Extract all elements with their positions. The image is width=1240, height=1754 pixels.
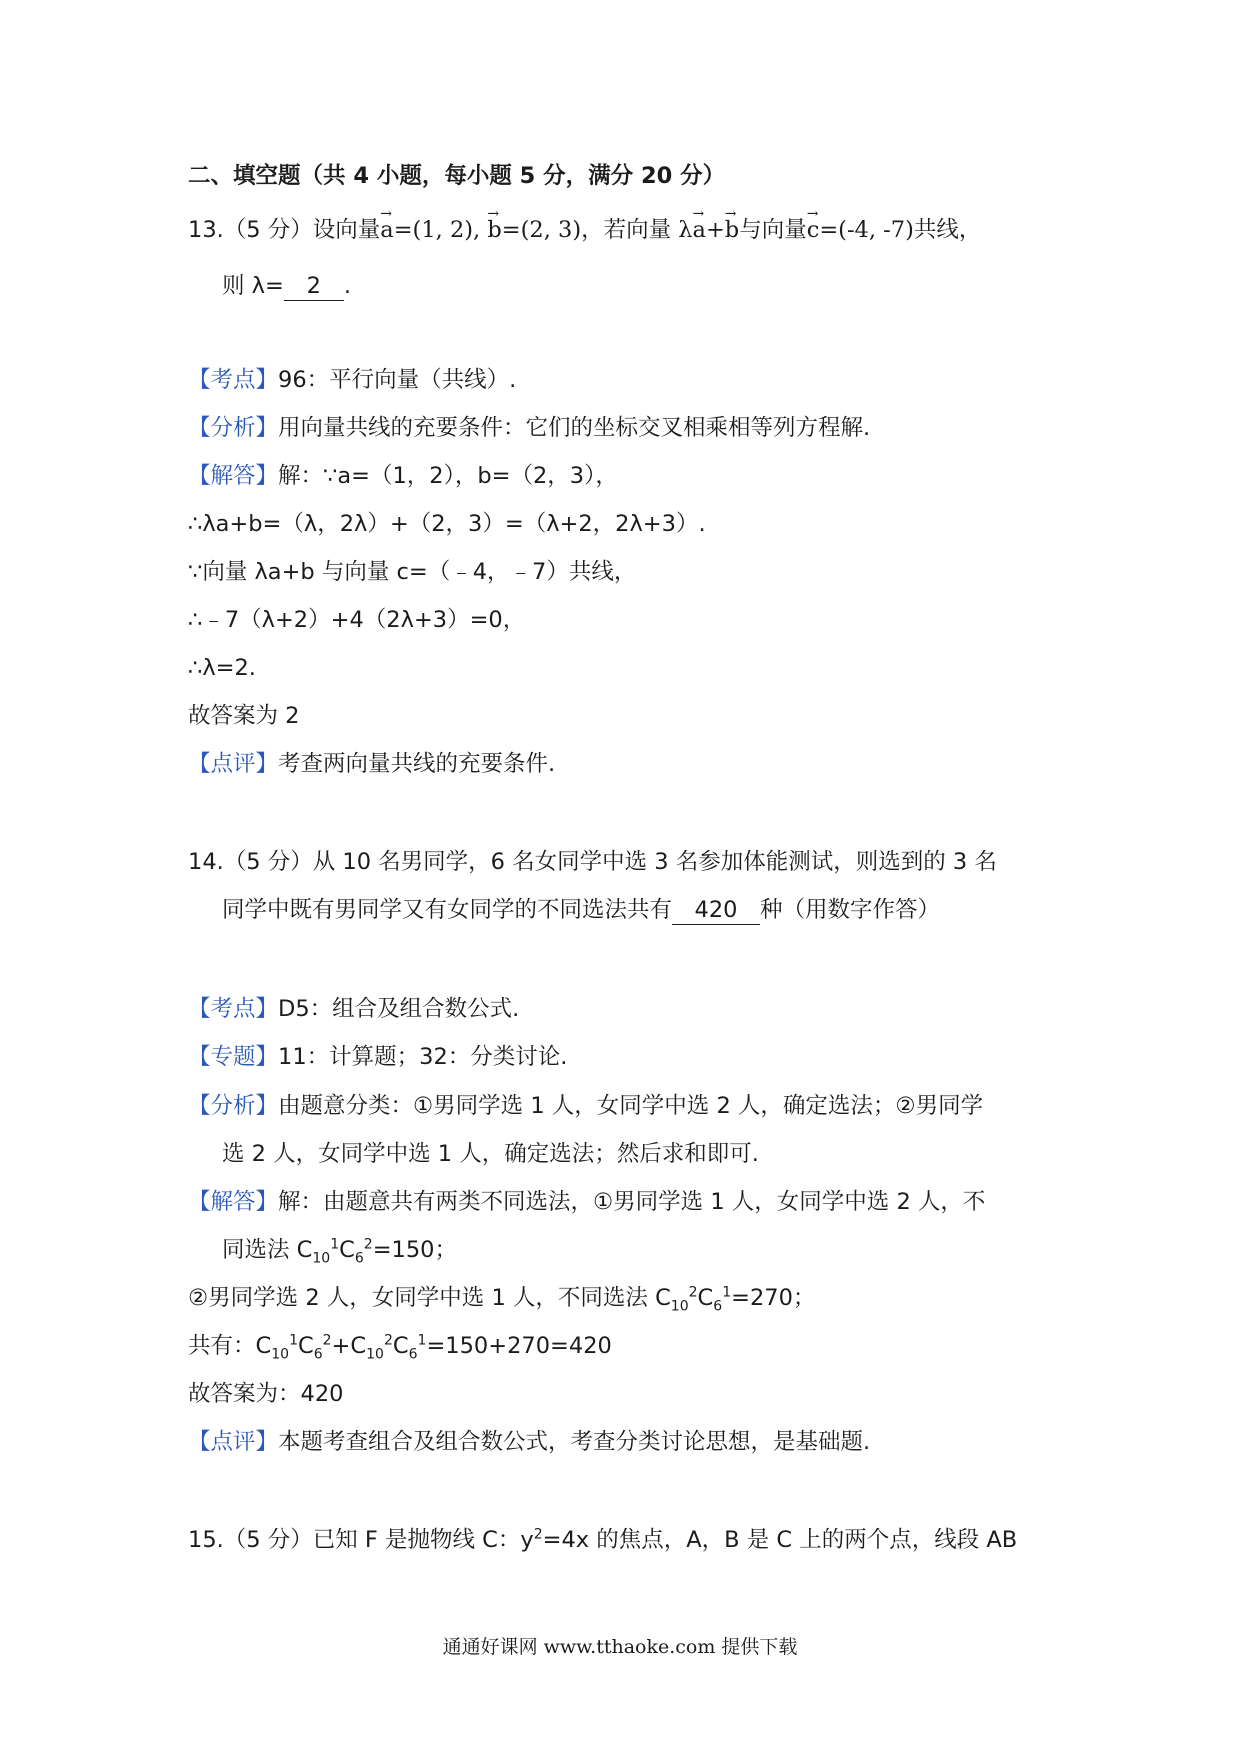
- q14-line-1: 14.（5 分）从 10 名男同学，6 名女同学中选 3 名参加体能测试，则选到的 3 名: [188, 849, 997, 875]
- answer-blank: 2: [284, 272, 344, 301]
- solution-line: 同选法 $C_{10}^1C_6^2=150$；: [222, 1236, 457, 1267]
- solution-line: ∴﹣7（λ+2）+4（2λ+3）=0，: [188, 607, 526, 633]
- q14-line-2: 同学中既有男同学又有女同学的不同选法共有 420 种（用数字作答）: [222, 897, 941, 923]
- section-heading: 二、填空题（共 4 小题，每小题 5 分，满分 20 分）: [188, 163, 726, 189]
- solution-line: ∵向量 λa+b 与向量 c=（﹣4，﹣7）共线，: [188, 559, 637, 585]
- fenxi-line: 【分析】由题意分类：①男同学选 1 人，女同学中选 2 人，确定选法；②男同学: [188, 1093, 984, 1119]
- solution-line: ∴λ=2.: [188, 655, 256, 681]
- dianping-line: 【点评】本题考查组合及组合数公式，考查分类讨论思想，是基础题.: [188, 1429, 871, 1455]
- fenxi-line: 【分析】用向量共线的充要条件：它们的坐标交叉相乘相等列方程解.: [188, 415, 871, 441]
- dianping-line: 【点评】考查两向量共线的充要条件.: [188, 751, 556, 777]
- jieda-line: 【解答】解：由题意共有两类不同选法，①男同学选 1 人，女同学中选 2 人，不: [188, 1189, 986, 1215]
- jieda-line: 【解答】解：∵a=（1，2），b=（2，3），: [188, 463, 618, 489]
- solution-line: 故答案为：420: [188, 1381, 344, 1407]
- solution-line: 共有：$C_{10}^1C_6^2+C_{10}^2C_6^1=150+270=420$: [188, 1332, 612, 1363]
- q13-line-2: 则 λ= 2 .: [222, 273, 351, 299]
- answer-blank: 420: [672, 896, 760, 925]
- kaodian-line: 【考点】96：平行向量（共线）.: [188, 367, 517, 393]
- page-footer: 通通好课网 www.tthaoke.com 提供下载: [442, 1636, 798, 1658]
- fenxi-line-2: 选 2 人，女同学中选 1 人，确定选法；然后求和即可.: [222, 1141, 759, 1167]
- kaodian-line: 【考点】D5：组合及组合数公式.: [188, 996, 520, 1022]
- solution-line: ∴λa+b=（λ，2λ）+（2，3）=（λ+2，2λ+3）.: [188, 511, 706, 537]
- q15-line-1: 15.（5 分）已知 F 是抛物线 C：$y^2=4x$ 的焦点，A，B 是 C 上的两个点，线段 AB: [188, 1526, 1018, 1553]
- q13-line-1: 13.（5 分）设向量→ a=(1, 2), → b=(2, 3)，若向量 λ→ a+→ b与向量→ c=(-4, -7)共线，: [188, 214, 981, 246]
- solution-line: ②男同学选 2 人，女同学中选 1 人，不同选法 $C_{10}^2C_6^1=270$；: [188, 1284, 816, 1315]
- solution-line: 故答案为 2: [188, 703, 300, 729]
- zhuanti-line: 【专题】11：计算题；32：分类讨论.: [188, 1044, 568, 1070]
